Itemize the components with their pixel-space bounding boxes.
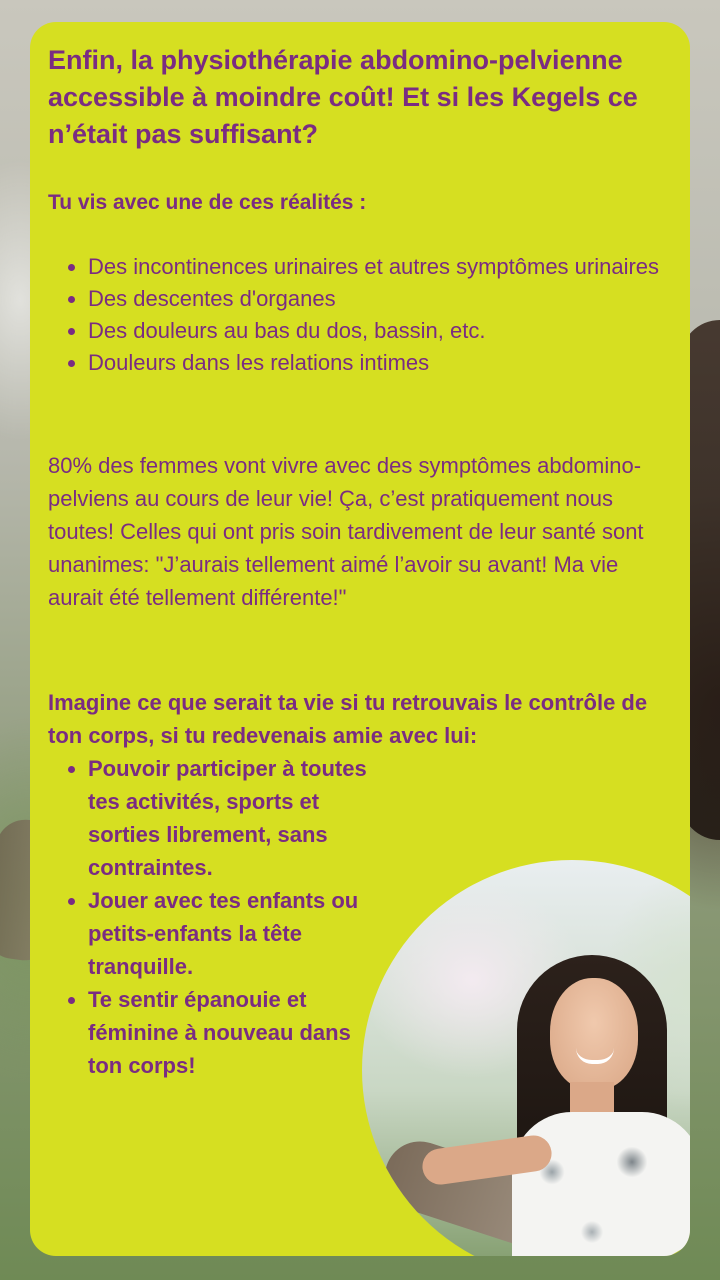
list-item: • Des douleurs au bas du dos, bassin, etc. (88, 315, 668, 347)
list-item: • Te sentir épanouie et féminine à nouveau dans ton corps! (88, 983, 388, 1082)
list-item: • Douleurs dans les relations intimes (88, 347, 668, 379)
realities-list (48, 251, 668, 379)
list-item: • Jouer avec tes enfants ou petits-enfants la tête tranquille. (88, 884, 388, 983)
list-item: • Des descentes d'organes (88, 283, 668, 315)
list-item: • Des incontinences urinaires et autres symptômes urinaires (88, 251, 668, 283)
benefits-list (48, 752, 388, 1082)
list-item: • Pouvoir participer à toutes tes activités, sports et sorties librement, sans contraintes. (88, 752, 388, 884)
face (550, 978, 638, 1090)
dress (512, 1112, 690, 1256)
imagine-lead: Imagine ce que serait ta vie si tu retrouvais le contrôle de ton corps, si tu redevenais amie avec lui: (48, 690, 648, 748)
realities-lead: Tu vis avec une de ces réalités : (48, 191, 367, 214)
headline: Enfin, la physiothérapie abdomino-pelvienne accessible à moindre coût! Et si les Kegels ce n’était pas suffisant? (48, 45, 638, 149)
info-card (30, 22, 690, 1256)
statistics-paragraph: 80% des femmes vont vivre avec des symptômes abdomino-pelviens au cours de leur vie! Ça, c’est pratiquement nous toutes! Celles qui ont pris soin tardivement de leur santé sont unanimes: "J’aurais tellement aimé l’avoir su avant! Ma vie aurait été tellement différente!" (48, 453, 644, 610)
